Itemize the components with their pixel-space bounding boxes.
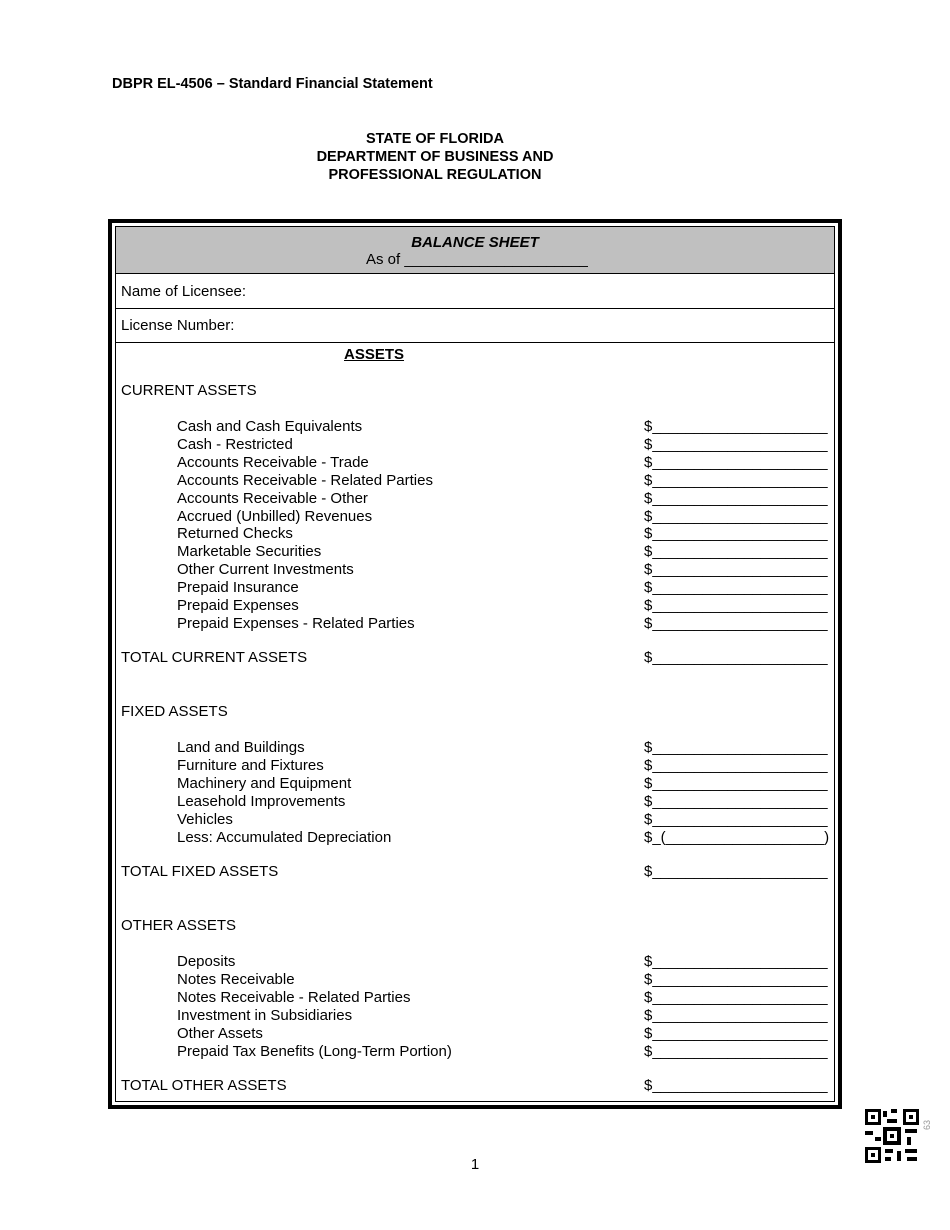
other-assets-heading: OTHER ASSETS [121,917,237,934]
license-number-label: License Number: [121,317,235,334]
agency-line-3: PROFESSIONAL REGULATION [328,167,542,183]
form-id: DBPR EL-4506 – Standard Financial Statement [112,76,433,92]
total-amount-field[interactable]: $_____________________ [644,649,828,666]
amount-field[interactable]: $_____________________ [644,489,828,507]
amount-field[interactable]: $_____________________ [644,597,828,614]
agency-line-1: STATE OF FLORIDA [365,131,504,147]
total-other-assets-label: TOTAL OTHER ASSETS [121,1077,287,1094]
licensee-name-row[interactable] [116,275,834,309]
line-item-label: Prepaid Expenses - Related Parties [177,614,415,632]
amount-field[interactable]: $_____________________ [644,739,828,756]
line-item-label: Furniture and Fixtures [177,756,324,774]
balance-sheet-title: BALANCE SHEET [411,234,539,251]
amount-field[interactable]: $_____________________ [644,525,828,543]
fixed-assets-heading: FIXED ASSETS [121,703,228,720]
amount-field[interactable]: $_____________________ [644,774,828,792]
amount-field[interactable]: $_____________________ [644,418,828,435]
barcode-number: 63 [922,1119,932,1130]
amount-field[interactable]: $_____________________ [644,435,828,453]
current-assets-heading: CURRENT ASSETS [121,382,257,399]
amount-field[interactable]: $_____________________ [644,579,828,597]
line-item-label: Accounts Receivable - Other [177,489,368,507]
balance-sheet-header [116,227,834,274]
amount-field[interactable]: $_____________________ [644,792,828,810]
line-item-label: Less: Accumulated Depreciation [177,828,392,846]
amount-field[interactable]: $_____________________ [644,1042,828,1060]
line-item-label: Investment in Subsidiaries [177,1006,353,1024]
licensee-name-label: Name of Licensee: [121,283,247,300]
amount-field[interactable]: $_____________________ [644,614,828,632]
total-current-assets-label: TOTAL CURRENT ASSETS [121,649,308,666]
amount-field[interactable]: $_____________________ [644,1024,828,1042]
amount-field[interactable]: $_____________________ [644,507,828,525]
line-item-label: Land and Buildings [177,739,305,756]
total-amount-field[interactable]: $_____________________ [644,863,828,880]
line-item-label: Prepaid Insurance [177,579,299,597]
license-number-row[interactable] [116,309,834,343]
amount-field[interactable]: $_____________________ [644,543,828,561]
line-item-label: Returned Checks [177,525,293,543]
agency-heading [0,130,870,184]
as-of-date-field[interactable]: As of ______________________ [366,251,588,268]
agency-line-2: DEPARTMENT OF BUSINESS AND [316,149,554,165]
line-item-label: Other Assets [177,1024,263,1042]
line-item-label: Vehicles [177,810,233,828]
line-item-label: Accounts Receivable - Related Parties [177,471,433,489]
line-item-label: Other Current Investments [177,561,354,579]
line-item-label: Prepaid Expenses [177,597,299,614]
amount-field[interactable]: $_____________________ [644,561,828,579]
line-item-label: Leasehold Improvements [177,792,346,810]
line-item-label: Prepaid Tax Benefits (Long-Term Portion) [177,1042,452,1060]
balance-sheet-inner [115,226,835,1102]
line-item-label: Marketable Securities [177,543,322,561]
amount-field[interactable]: $_____________________ [644,988,828,1006]
qr-code-icon [863,1107,921,1165]
page-number: 1 [470,1156,480,1173]
amount-field[interactable]: $_____________________ [644,810,828,828]
total-amount-field[interactable]: $_____________________ [644,1077,828,1094]
assets-heading: ASSETS [344,346,405,363]
line-item-label: Cash - Restricted [177,435,293,453]
amount-field[interactable]: $_____________________ [644,970,828,988]
amount-field[interactable]: $_____________________ [644,953,828,970]
amount-field[interactable]: $_____________________ [644,1006,828,1024]
total-fixed-assets-label: TOTAL FIXED ASSETS [121,863,279,880]
line-item-label: Accounts Receivable - Trade [177,453,369,471]
line-item-label: Notes Receivable - Related Parties [177,988,411,1006]
amount-field[interactable]: $_____________________ [644,471,828,489]
amount-field[interactable]: $_(___________________) [644,828,830,846]
amount-field[interactable]: $_____________________ [644,453,828,471]
line-item-label: Cash and Cash Equivalents [177,418,363,435]
line-item-label: Deposits [177,953,236,970]
line-item-label: Notes Receivable [177,970,295,988]
balance-sheet-form [108,219,842,1109]
line-item-label: Machinery and Equipment [177,774,352,792]
line-item-label: Accrued (Unbilled) Revenues [177,507,373,525]
amount-field[interactable]: $_____________________ [644,756,828,774]
